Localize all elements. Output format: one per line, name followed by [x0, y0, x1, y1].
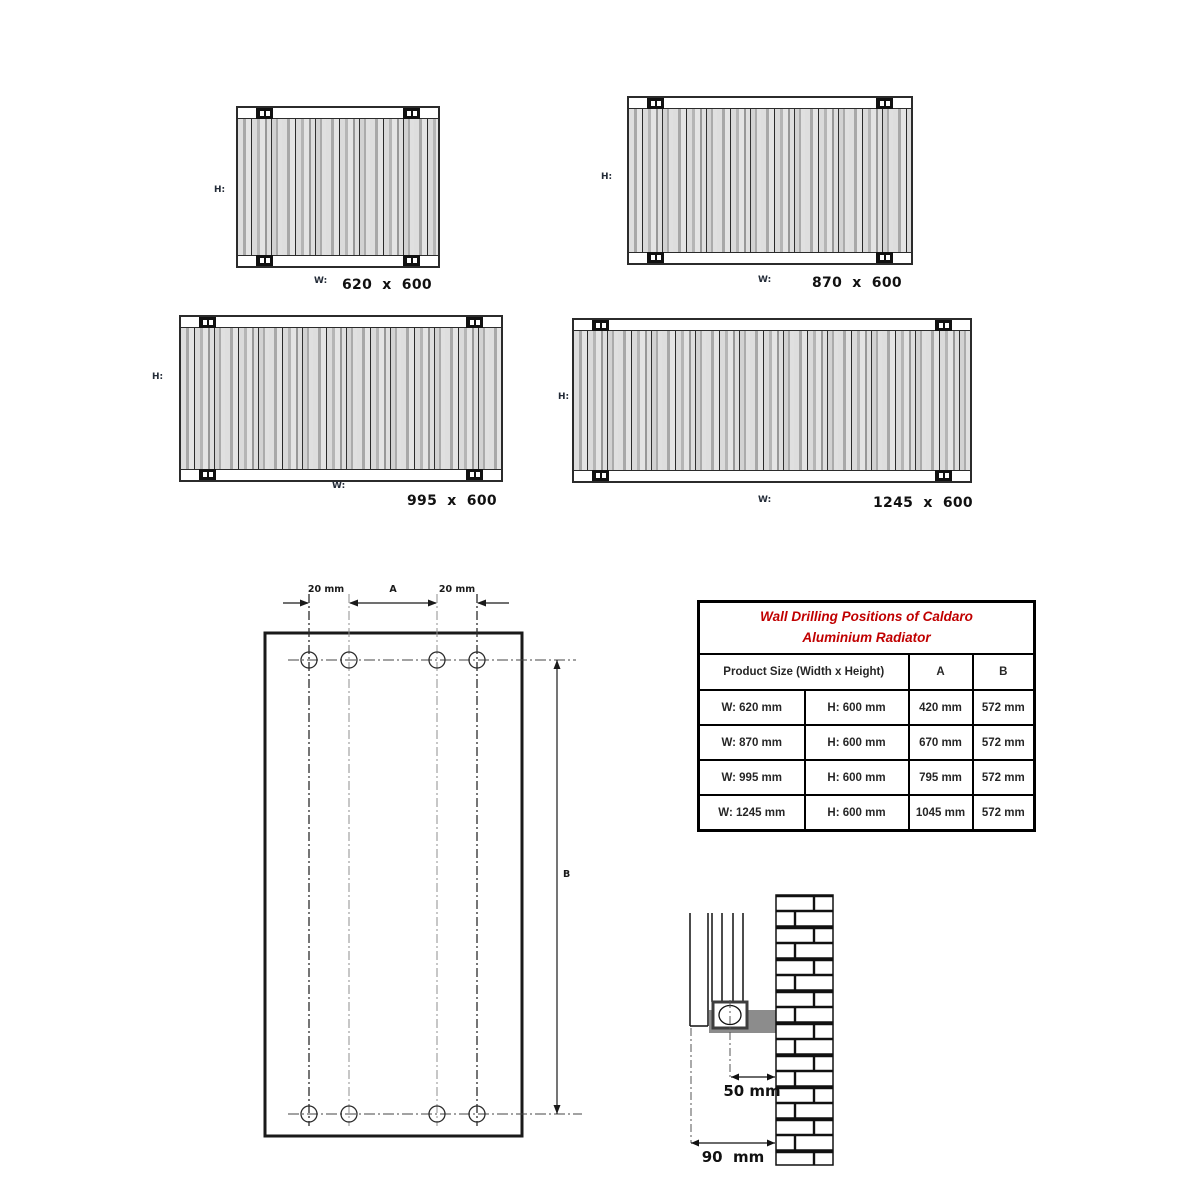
bracket-hole — [407, 258, 411, 263]
width-label: W: — [332, 481, 346, 491]
table-row — [699, 760, 1035, 795]
col-header-a: A — [909, 654, 973, 690]
bracket-hole — [260, 111, 264, 116]
cell-a: 420 mm — [909, 690, 973, 725]
bracket-hole — [209, 472, 213, 477]
dim-label-20mm-right: 20 mm — [438, 584, 476, 595]
arrowhead-icon — [731, 1074, 739, 1081]
mounting-bracket — [647, 252, 664, 263]
bracket-hole — [266, 111, 270, 116]
radiator-diagram-995x600 — [152, 315, 503, 509]
bracket-hole — [880, 255, 884, 260]
mounting-bracket — [403, 255, 420, 266]
col-header-product-size: Product Size (Width x Height) — [699, 654, 909, 690]
height-label: H: — [558, 392, 570, 402]
bracket-hole — [657, 255, 661, 260]
table-title — [699, 602, 1035, 655]
mounting-bracket — [876, 98, 893, 109]
table-title-line2: Aluminium Radiator — [802, 630, 931, 645]
size-label: 620 x 600 — [342, 277, 432, 293]
bracket-hole — [266, 258, 270, 263]
bracket-hole — [413, 258, 417, 263]
table-row — [699, 725, 1035, 760]
arrowhead-icon — [767, 1140, 775, 1147]
height-label: H: — [152, 372, 164, 382]
drilling-position-diagram — [255, 578, 590, 1153]
bracket-hole — [651, 101, 655, 106]
cell-b: 572 mm — [973, 690, 1035, 725]
mounting-bracket — [256, 255, 273, 266]
bracket-hole — [939, 323, 943, 328]
arrowhead-icon — [554, 660, 561, 669]
cell-b: 572 mm — [973, 725, 1035, 760]
cell-height: H: 600 mm — [805, 795, 909, 831]
bracket-hole — [203, 472, 207, 477]
bracket-hole — [657, 101, 661, 106]
width-label: W: — [314, 276, 328, 286]
dim-label-b: B — [563, 869, 571, 880]
mounting-bracket — [935, 320, 952, 331]
arrowhead-icon — [477, 600, 486, 607]
arrowhead-icon — [767, 1074, 775, 1081]
cell-width: W: 1245 mm — [699, 795, 805, 831]
radiator-fins — [181, 327, 501, 470]
width-label: W: — [758, 495, 772, 505]
table-title-row — [699, 602, 1035, 655]
arrowhead-icon — [691, 1140, 699, 1147]
cell-width: W: 620 mm — [699, 690, 805, 725]
arrowhead-icon — [349, 600, 358, 607]
radiator-fins — [574, 330, 970, 471]
cell-height: H: 600 mm — [805, 690, 909, 725]
table-row — [699, 690, 1035, 725]
radiator-diagram-1245x600 — [558, 318, 973, 511]
table-title-line1: Wall Drilling Positions of Caldaro — [760, 609, 973, 625]
mounting-bracket — [935, 470, 952, 481]
bracket-hole — [651, 255, 655, 260]
bracket-hole — [939, 473, 943, 478]
bracket-hole — [209, 320, 213, 325]
mounting-bracket — [647, 98, 664, 109]
col-header-b: B — [973, 654, 1035, 690]
radiator-fins — [629, 108, 911, 253]
radiator-panel-outline — [265, 633, 522, 1136]
bracket-hole — [596, 323, 600, 328]
wall-mount-side-view — [655, 885, 905, 1175]
bracket-hole — [476, 472, 480, 477]
drilling-positions-table — [697, 600, 1036, 832]
cell-width: W: 995 mm — [699, 760, 805, 795]
bracket-hole — [602, 323, 606, 328]
cell-width: W: 870 mm — [699, 725, 805, 760]
height-label: H: — [601, 172, 613, 182]
bracket-hole — [203, 320, 207, 325]
height-label: H: — [214, 185, 226, 195]
arrowhead-icon — [428, 600, 437, 607]
bracket-hole — [602, 473, 606, 478]
bracket-hole — [407, 111, 411, 116]
bracket-hole — [476, 320, 480, 325]
width-label: W: — [758, 275, 772, 285]
dim-label-a: A — [389, 584, 397, 595]
cell-b: 572 mm — [973, 760, 1035, 795]
mounting-bracket — [592, 320, 609, 331]
bracket-hole — [596, 473, 600, 478]
mounting-bracket — [592, 470, 609, 481]
radiator-fins — [238, 118, 438, 256]
bracket-hole — [470, 472, 474, 477]
bracket-hole — [413, 111, 417, 116]
bracket-hole — [945, 323, 949, 328]
dim-label-50mm: 50 mm — [723, 1082, 781, 1100]
bracket-hole — [260, 258, 264, 263]
size-label: 995 x 600 — [407, 493, 497, 509]
radiator-section-front-fin — [690, 913, 708, 1026]
bracket-hole — [470, 320, 474, 325]
bracket-hole — [880, 101, 884, 106]
cell-height: H: 600 mm — [805, 725, 909, 760]
size-label: 870 x 600 — [812, 275, 902, 291]
mounting-bracket — [199, 469, 216, 480]
cell-a: 1045 mm — [909, 795, 973, 831]
arrowhead-icon — [300, 600, 309, 607]
table-row — [699, 795, 1035, 831]
mounting-bracket — [403, 108, 420, 119]
size-label: 1245 x 600 — [873, 495, 973, 511]
radiator-diagram-870x600 — [601, 96, 913, 291]
mounting-bracket — [466, 317, 483, 328]
mounting-bracket — [256, 108, 273, 119]
cell-a: 795 mm — [909, 760, 973, 795]
table-header-row — [699, 654, 1035, 690]
radiator-section-rear-fins — [712, 913, 743, 1002]
cell-a: 670 mm — [909, 725, 973, 760]
dim-label-90mm: 90 mm — [701, 1148, 765, 1166]
bracket-hole — [886, 101, 890, 106]
radiator-diagram-620x600 — [214, 106, 440, 293]
mounting-bracket — [876, 252, 893, 263]
cell-height: H: 600 mm — [805, 760, 909, 795]
cell-b: 572 mm — [973, 795, 1035, 831]
mounting-bracket — [199, 317, 216, 328]
brick-wall — [776, 895, 833, 1165]
bracket-hole — [886, 255, 890, 260]
dim-label-20mm-left: 20 mm — [307, 584, 345, 595]
bracket-hole — [945, 473, 949, 478]
mounting-bracket — [466, 469, 483, 480]
arrowhead-icon — [554, 1105, 561, 1114]
